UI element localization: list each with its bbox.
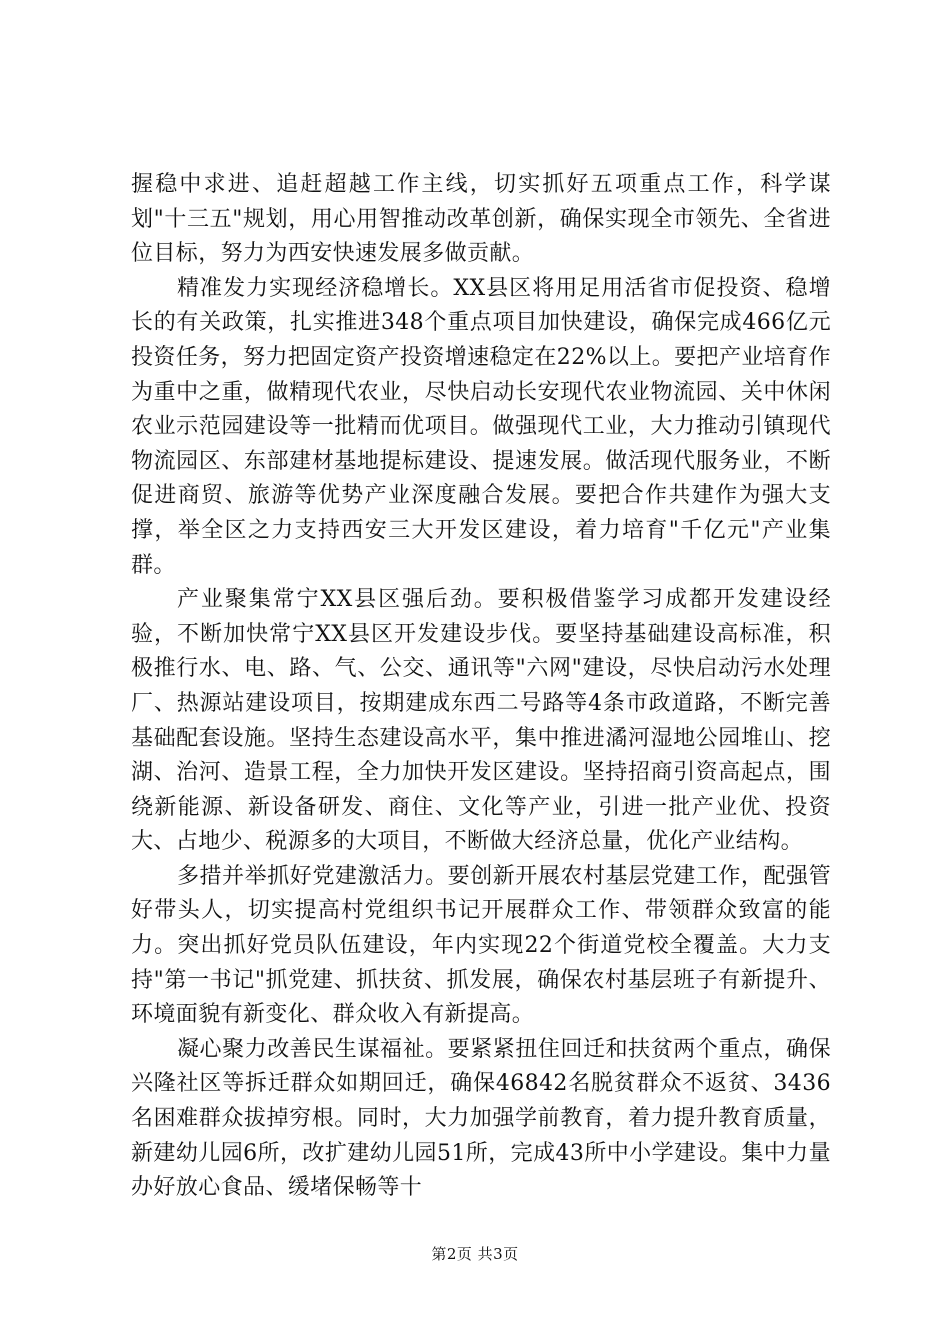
paragraph-livelihood: 凝心聚力改善民生谋福祉。要紧紧扭住回迁和扶贫两个重点，确保兴隆社区等拆迁群众如期回迁，确保46842名脱贫群众不返贫、3436名困难群众拔掉穷根。同时，大力加强学前教育，着力提升教育质量，新建幼儿园6所，改扩建幼儿园51所，完成43所中小学建设。集中力量办好放心食品、缓堵保畅等十 — [131, 1036, 831, 1201]
paragraph-continuation: 握稳中求进、追赶超越工作主线，切实抓好五项重点工作，科学谋划"十三五"规划，用心用智推动改革创新，确保实现全市领先、全省进位目标，努力为西安快速发展多做贡献。 — [131, 172, 831, 267]
document-body — [131, 168, 831, 1206]
paragraph-industry: 产业聚集常宁XX县区强后劲。要积极借鉴学习成都开发建设经验，不断加快常宁XX县区开发建设步伐。要坚持基础建设高标准，积极推行水、电、路、气、公交、通讯等"六网"建设，尽快启动污水处理厂、热源站建设项目，按期建成东西二号路等4条市政道路，不断完善基础配套设施。坚持生态建设高水平，集中推进潏河湿地公园堆山、挖湖、治河、造景工程，全力加快开发区建设。坚持招商引资高起点，围绕新能源、新设备研发、商住、文化等产业，引进一批产业优、投资大、占地少、税源多的大项目，不断做大经济总量，优化产业结构。 — [131, 587, 831, 855]
paragraph-economy: 精准发力实现经济稳增长。XX县区将用足用活省市促投资、稳增长的有关政策，扎实推进348个重点项目加快建设，确保完成466亿元投资任务，努力把固定资产投资增速稳定在22%以上。要把产业培育作为重中之重，做精现代农业，尽快启动长安现代农业物流园、关中休闲农业示范园建设等一批精而优项目。做强现代工业，大力推动引镇现代物流园区、东部建材基地提标建设、提速发展。做活现代服务业，不断促进商贸、旅游等优势产业深度融合发展。要把合作共建作为强大支撑，举全区之力支持西安三大开发区建设，着力培育"千亿元"产业集群。 — [131, 275, 831, 578]
page-footer: 第2页 共3页 — [431, 1245, 519, 1263]
paragraph-party-building: 多措并举抓好党建激活力。要创新开展农村基层党建工作，配强管好带头人，切实提高村党组织书记开展群众工作、带领群众致富的能力。突出抓好党员队伍建设，年内实现22个街道党校全覆盖。大力支持"第一书记"抓党建、抓扶贫、抓发展，确保农村基层班子有新提升、环境面貌有新变化、群众收入有新提高。 — [131, 863, 831, 1028]
